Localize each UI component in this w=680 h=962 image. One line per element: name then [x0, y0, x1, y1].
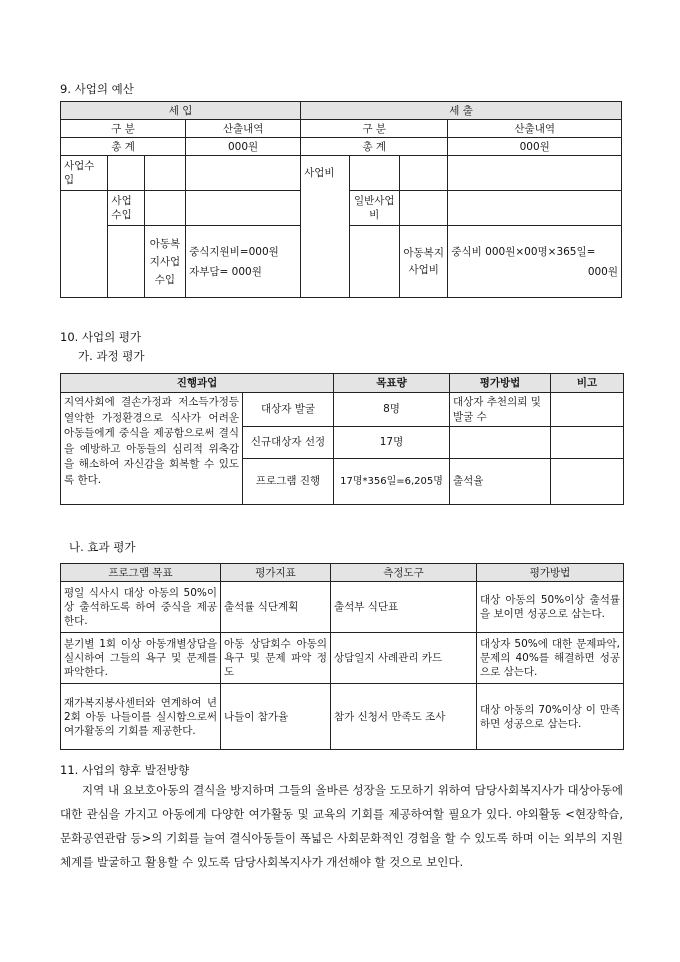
process-method: 대상자 추천의뢰 및 발굴 수 [450, 393, 551, 427]
expense-level3: 아동복지사업비 [399, 226, 447, 298]
effect-method: 대상 아동의 50%이상 출석률을 보이면 성공으로 삼는다. [477, 582, 624, 633]
expense-category-header: 구 분 [301, 120, 448, 138]
process-step: 신규대상자 선정 [243, 427, 334, 459]
effect-goal: 재가복지봉사센터와 연계하여 년 2회 아동 나들이를 실시함으로써 여가활동의 기회를 제공한다. [61, 684, 221, 750]
process-target: 17명 [334, 427, 450, 459]
income-calc-header: 산출내역 [186, 120, 301, 138]
process-method [450, 427, 551, 459]
effect-header-tool: 측정도구 [331, 564, 477, 582]
process-eval-subtitle: 가. 과정 평가 [78, 349, 145, 363]
effect-eval-subtitle: 나. 효과 평가 [69, 540, 136, 554]
effect-eval-table [60, 563, 624, 750]
expense-calc-header: 산출내역 [448, 120, 622, 138]
income-level3: 아동복지사업수입 [144, 226, 185, 298]
effect-method: 대상자 50%에 대한 문제파악, 문제의 40%를 해결하면 성공으로 삼는다. [477, 633, 624, 684]
process-step: 프로그램 진행 [243, 459, 334, 505]
effect-tool: 출석부 식단표 [331, 582, 477, 633]
budget-table [60, 101, 622, 298]
expense-level1: 사업비 [301, 156, 349, 298]
income-header: 세 입 [61, 102, 301, 120]
section-9-title: 9. 사업의 예산 [60, 82, 134, 96]
section-11-paragraph: 지역 내 요보호아동의 결식을 방지하며 그들의 올바른 성장을 도모하기 위하여 담당사회복지사가 대상아동에 대한 관심을 가지고 아동에게 다양한 여가활동 및 교육의 기회를 제공하여할 필요가 있다. 야외활동 <현장학습, 문화공연관람 등>의 기회를 늘여 결식아동들이 폭넓은 사회문화적인 경험을 할 수 있도록 하며 이는 외부의 지원체계를 발굴하고 활용할 수 있도록 담당사회복지사가 개선해야 할 것으로 보인다. [60, 783, 623, 869]
expense-total-value: 000원 [448, 138, 622, 156]
income-level1: 사업수입 [61, 156, 108, 191]
effect-goal: 평일 식사시 대상 아동의 50%이상 출석하도록 하여 중식을 제공한다. [61, 582, 221, 633]
process-note [551, 459, 624, 505]
expense-total-label: 총 계 [301, 138, 448, 156]
effect-indicator: 나들이 참가율 [221, 684, 331, 750]
section-11-title: 11. 사업의 향후 발전방향 [60, 763, 190, 777]
process-header-note: 비고 [551, 374, 624, 393]
process-header-method: 평가방법 [450, 374, 551, 393]
income-category-header: 구 분 [61, 120, 186, 138]
effect-goal: 분기별 1회 이상 아동개별상담을 실시하여 그들의 욕구 및 문제를 파악한다. [61, 633, 221, 684]
effect-tool: 상담일지 사례관리 카드 [331, 633, 477, 684]
expense-detail-2: 000원 [587, 265, 618, 278]
expense-level2: 일반사업비 [349, 191, 399, 226]
effect-tool: 참가 신청서 만족도 조사 [331, 684, 477, 750]
process-header-target: 목표량 [334, 374, 450, 393]
effect-header-method: 평가방법 [477, 564, 624, 582]
income-total-label: 총 계 [61, 138, 186, 156]
expense-header: 세 출 [301, 102, 622, 120]
effect-indicator: 출석률 식단계획 [221, 582, 331, 633]
process-method: 출석율 [450, 459, 551, 505]
section-10-title: 10. 사업의 평가 [60, 330, 142, 344]
effect-header-goal: 프로그램 목표 [61, 564, 221, 582]
income-detail-2: 자부담= 000원 [189, 265, 262, 278]
effect-header-indicator: 평가지표 [221, 564, 331, 582]
income-total-value: 000원 [186, 138, 301, 156]
process-eval-table [60, 373, 624, 505]
process-task-description: 지역사회에 결손가정과 저소득가정등 열악한 가정환경으로 식사가 어려운 아동들에게 중식을 제공함으로써 결식을 예방하고 아동들의 심리적 위축감을 해소하여 자신감을 회복할 수 있도록 한다. [61, 393, 243, 505]
process-note [551, 393, 624, 427]
process-target: 8명 [334, 393, 450, 427]
process-step: 대상자 발굴 [243, 393, 334, 427]
income-level2: 사업수입 [108, 191, 144, 226]
effect-indicator: 아동 상담회수 아동의 욕구 및 문제 파악 정도 [221, 633, 331, 684]
process-target: 17명*356일=6,205명 [334, 459, 450, 505]
expense-detail-1: 중식비 000원×00명×365일= [451, 245, 596, 258]
effect-method: 대상 아동의 70%이상 이 만족하면 성공으로 삼는다. [477, 684, 624, 750]
process-header-task: 진행과업 [61, 374, 334, 393]
process-note [551, 427, 624, 459]
income-detail-1: 중식지원비=000원 [189, 245, 279, 258]
